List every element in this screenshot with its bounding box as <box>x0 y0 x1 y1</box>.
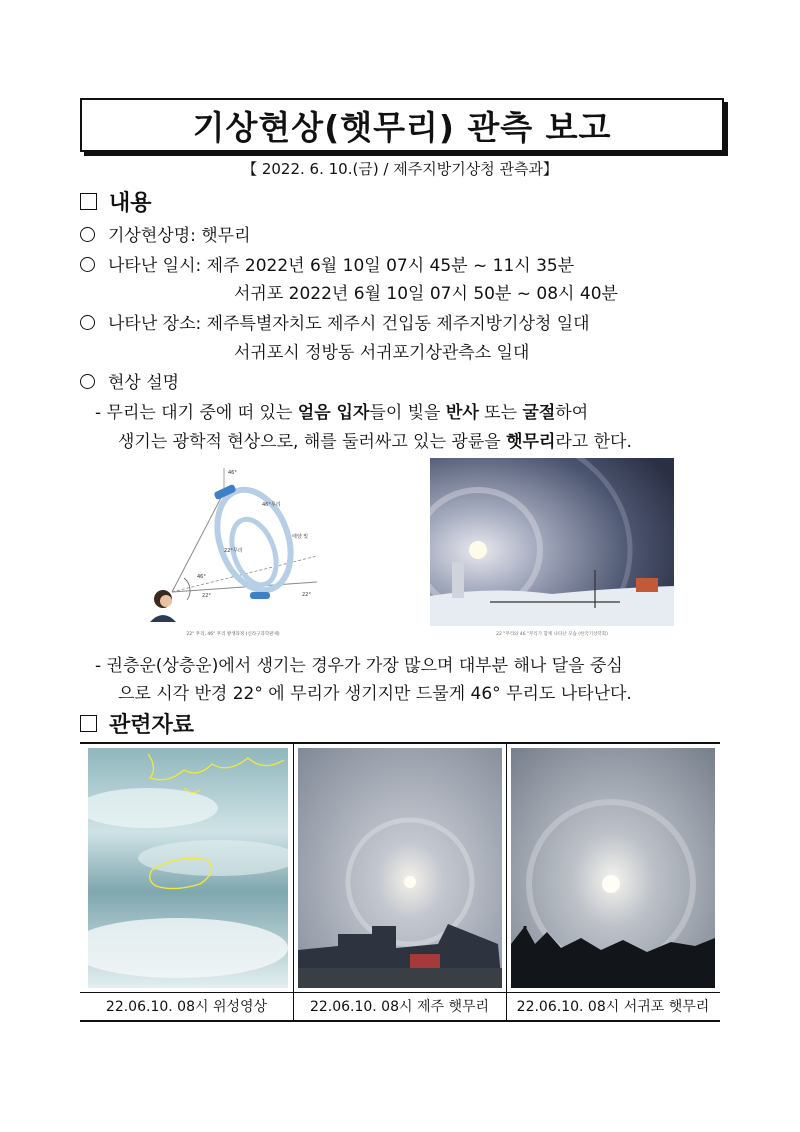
desc-line-4: 으로 시각 반경 22° 에 무리가 생기지만 드물게 46° 무리도 나타난다. <box>118 684 632 704</box>
photo-top-caption: 22 "무리와 46 "무리가 함께 나타난 모습 (한국기상학회) <box>496 632 608 637</box>
circle-bullet-icon <box>80 227 95 242</box>
sun-icon <box>602 875 620 893</box>
time-seogwipo: 서귀포 2022년 6월 10일 07시 50분 ~ 08시 40분 <box>234 284 618 304</box>
desc2-a: 생기는 광학적 현상으로, 해를 둘러싸고 있는 광륜을 <box>118 432 507 452</box>
label-22-right: 22° <box>302 592 311 598</box>
phenomenon-line <box>80 221 251 246</box>
desc-line-2 <box>118 427 632 452</box>
circle-bullet-icon <box>80 315 95 330</box>
observer-face-icon <box>160 595 172 607</box>
label-46-angle: 46° <box>197 574 206 580</box>
section-related-label: 관련자료 <box>109 713 195 738</box>
time-jeju: 제주 2022년 6월 10일 07시 45분 ~ 11시 35분 <box>206 256 575 276</box>
sun-icon <box>404 876 416 888</box>
desc1-reflect: 반사 <box>445 403 479 423</box>
crystal-22-icon <box>250 592 270 599</box>
time-line <box>80 251 574 276</box>
place-seogwipo: 서귀포시 정방동 서귀포기상관측소 일대 <box>234 343 530 363</box>
checkbox-square-icon <box>80 193 97 210</box>
related-photos-table <box>80 742 720 1022</box>
desc-heading-line <box>80 368 179 393</box>
desc2-halo: 햇무리 <box>506 432 556 452</box>
desc-line-1 <box>95 398 588 423</box>
table-bottom-rule <box>80 1020 720 1022</box>
label-22-ring: 22°무리 <box>224 548 243 554</box>
place-label: 나타난 장소: <box>108 314 202 334</box>
circle-bullet-icon <box>80 257 95 272</box>
desc-label: 현상 설명 <box>108 373 180 393</box>
checkbox-square-icon <box>80 715 97 732</box>
section-content-label: 내용 <box>109 191 152 216</box>
time-label: 나타난 일시: <box>108 256 202 276</box>
caption-satellite: 22.06.10. 08시 위성영상 <box>105 999 268 1015</box>
report-subtitle: 【 2022. 6. 10.(금) / 제주지방기상청 관측과】 <box>242 160 558 178</box>
sun-icon <box>469 541 487 559</box>
desc1-g: 하여 <box>555 403 589 423</box>
label-sun: 태양 빛 <box>292 534 309 540</box>
desc1-refract: 굴절 <box>522 403 556 423</box>
phenomenon-text: 기상현상명: 햇무리 <box>108 226 251 246</box>
red-house <box>636 578 658 592</box>
caption-seogwipo: 22.06.10. 08시 서귀포 햇무리 <box>516 999 710 1015</box>
page-title: 기상현상(햇무리) 관측 보고 <box>192 107 612 147</box>
diagram-caption: 22° 무리, 46° 무리 발생과정 (신라구과학관제) <box>186 632 280 637</box>
desc1-c: 들이 빛을 <box>369 403 446 423</box>
halo-photo-top <box>430 458 674 638</box>
title-box <box>80 98 724 152</box>
place-jeju: 제주특별자치도 제주시 건입동 제주지방기상청 일대 <box>206 314 590 334</box>
desc2-c: 라고 한다. <box>555 432 632 452</box>
section-related-heading <box>80 708 194 739</box>
place-line <box>80 309 590 334</box>
station-building <box>452 562 464 598</box>
red-building <box>410 954 440 968</box>
label-22-angle: 22° <box>202 593 211 599</box>
desc1-e: 또는 <box>478 403 523 423</box>
circle-bullet-icon <box>80 374 95 389</box>
street <box>298 968 502 988</box>
caption-jeju: 22.06.10. 08시 제주 햇무리 <box>309 999 490 1015</box>
table-divider-2 <box>506 742 507 1022</box>
table-caption-rule <box>80 992 720 993</box>
table-top-rule <box>80 742 720 744</box>
label-46-ring: 46°무리 <box>262 502 281 508</box>
seogwipo-halo-photo <box>511 748 715 988</box>
jeju-halo-photo <box>298 748 502 988</box>
desc1-ice: 얼음 입자 <box>297 403 370 423</box>
desc-line-3: - 권층운(상층운)에서 생기는 경우가 가장 많으며 대부분 해나 달을 중심 <box>95 656 623 676</box>
table-divider-1 <box>293 742 294 1022</box>
halo-diagram <box>142 460 324 640</box>
satellite-image <box>88 748 288 988</box>
section-content-heading <box>80 186 152 217</box>
label-46-top: 46° <box>228 470 237 476</box>
desc1-a: - 무리는 대기 중에 떠 있는 <box>95 403 298 423</box>
